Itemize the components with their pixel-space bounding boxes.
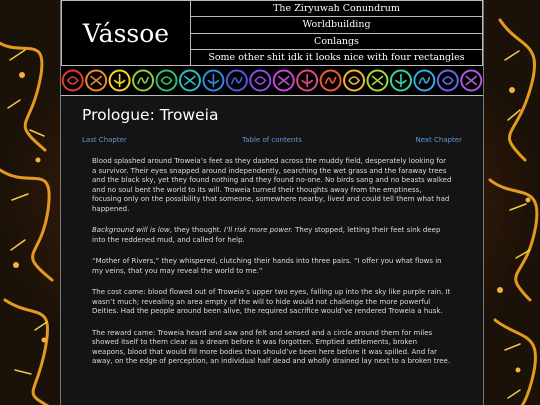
site-nav <box>191 1 482 65</box>
chapter-title: Prologue: Troweia <box>82 106 219 124</box>
glyph-symbol-icon <box>297 71 317 91</box>
site-logo[interactable]: Vássoe <box>62 1 191 65</box>
last-chapter-link[interactable]: Last Chapter <box>82 136 127 144</box>
glyph-symbol-icon <box>110 71 130 91</box>
glyph-symbol-icon <box>274 71 294 91</box>
glyph-symbol-icon <box>133 71 153 91</box>
symbol-strip <box>61 66 483 96</box>
glyph-symbol-icon <box>157 71 177 91</box>
site-header <box>61 0 483 66</box>
nav-conlangs[interactable]: Conlangs <box>191 34 482 50</box>
glyph-symbol-icon <box>203 71 223 91</box>
nav-worldbuilding[interactable]: Worldbuilding <box>191 17 482 33</box>
table-of-contents-link[interactable]: Table of contents <box>242 136 302 144</box>
paragraph-3: “Mother of Rivers,” they whispered, clutching their hands into three pairs. “I offer you what flows in my veins, that you may reveal the world to me.” <box>92 257 442 275</box>
glyph-symbol-icon <box>344 71 364 91</box>
glyph-symbol-icon <box>391 71 411 91</box>
paragraph-4: The cost came: blood flowed out of Troweia’s upper two eyes, falling up into the sky like purple rain. It wasn’t much; revealing an area empty of the will to hide would not challenge the more powerful Deities. Had the people around been alive, the required sacrifice would’ve rendered Troweia a husk. <box>92 288 451 315</box>
chapter-content <box>61 96 483 405</box>
next-chapter-link[interactable]: Next Chapter <box>415 136 462 144</box>
paragraph-5: The reward came: Troweia heard and saw and felt and sensed and a circle around them for miles showed itself to them clear as a dream before it was forgotten. Emptied settlements, broken weapons, blood that would fill more bodies than should’ve been here before it was spilled. And far away, on the edge of perception, an individual half dead and wholly drained lay next to a broken tree. <box>92 328 451 365</box>
glyph-symbol-icon <box>414 71 434 91</box>
glyph-symbol-icon <box>227 71 247 91</box>
glyph-symbol-icon <box>438 71 458 91</box>
paragraph-1: Blood splashed around Troweia’s feet as they dashed across the muddy field, desperately looking for a survivor. Their eyes snapped around independently, searching the wet grass and the faraway trees and the black sky, yet they found nothing and they found no-one. No birds sang and no beasts walked and no soul bent the world to its will. Troweia turned their thoughts away from the emptiness, focusing only on the possibility that someone, somewhere nearby, lived and could tell them what had happened. <box>92 157 452 213</box>
paragraph-2: Background will is low, they thought. I’ll risk more power. They stopped, letting their feet sink deep into the reddened mud, and called for help. <box>92 226 441 244</box>
glyph-symbol-icon <box>180 71 200 91</box>
nav-ziryuwah-conundrum[interactable]: The Ziryuwah Conundrum <box>191 1 482 17</box>
glyph-symbol-icon <box>86 71 106 91</box>
glyph-symbol-icon <box>461 71 481 91</box>
page-container <box>60 0 484 405</box>
glyph-symbol-icon <box>321 71 341 91</box>
chapter-navigation <box>82 136 462 148</box>
story-text <box>92 157 452 379</box>
glyph-symbol-icon <box>250 71 270 91</box>
glyph-symbol-icon <box>63 71 83 91</box>
nav-other[interactable]: Some other shit idk it looks nice with four rectangles <box>208 51 465 63</box>
glyph-symbol-icon <box>368 71 388 91</box>
